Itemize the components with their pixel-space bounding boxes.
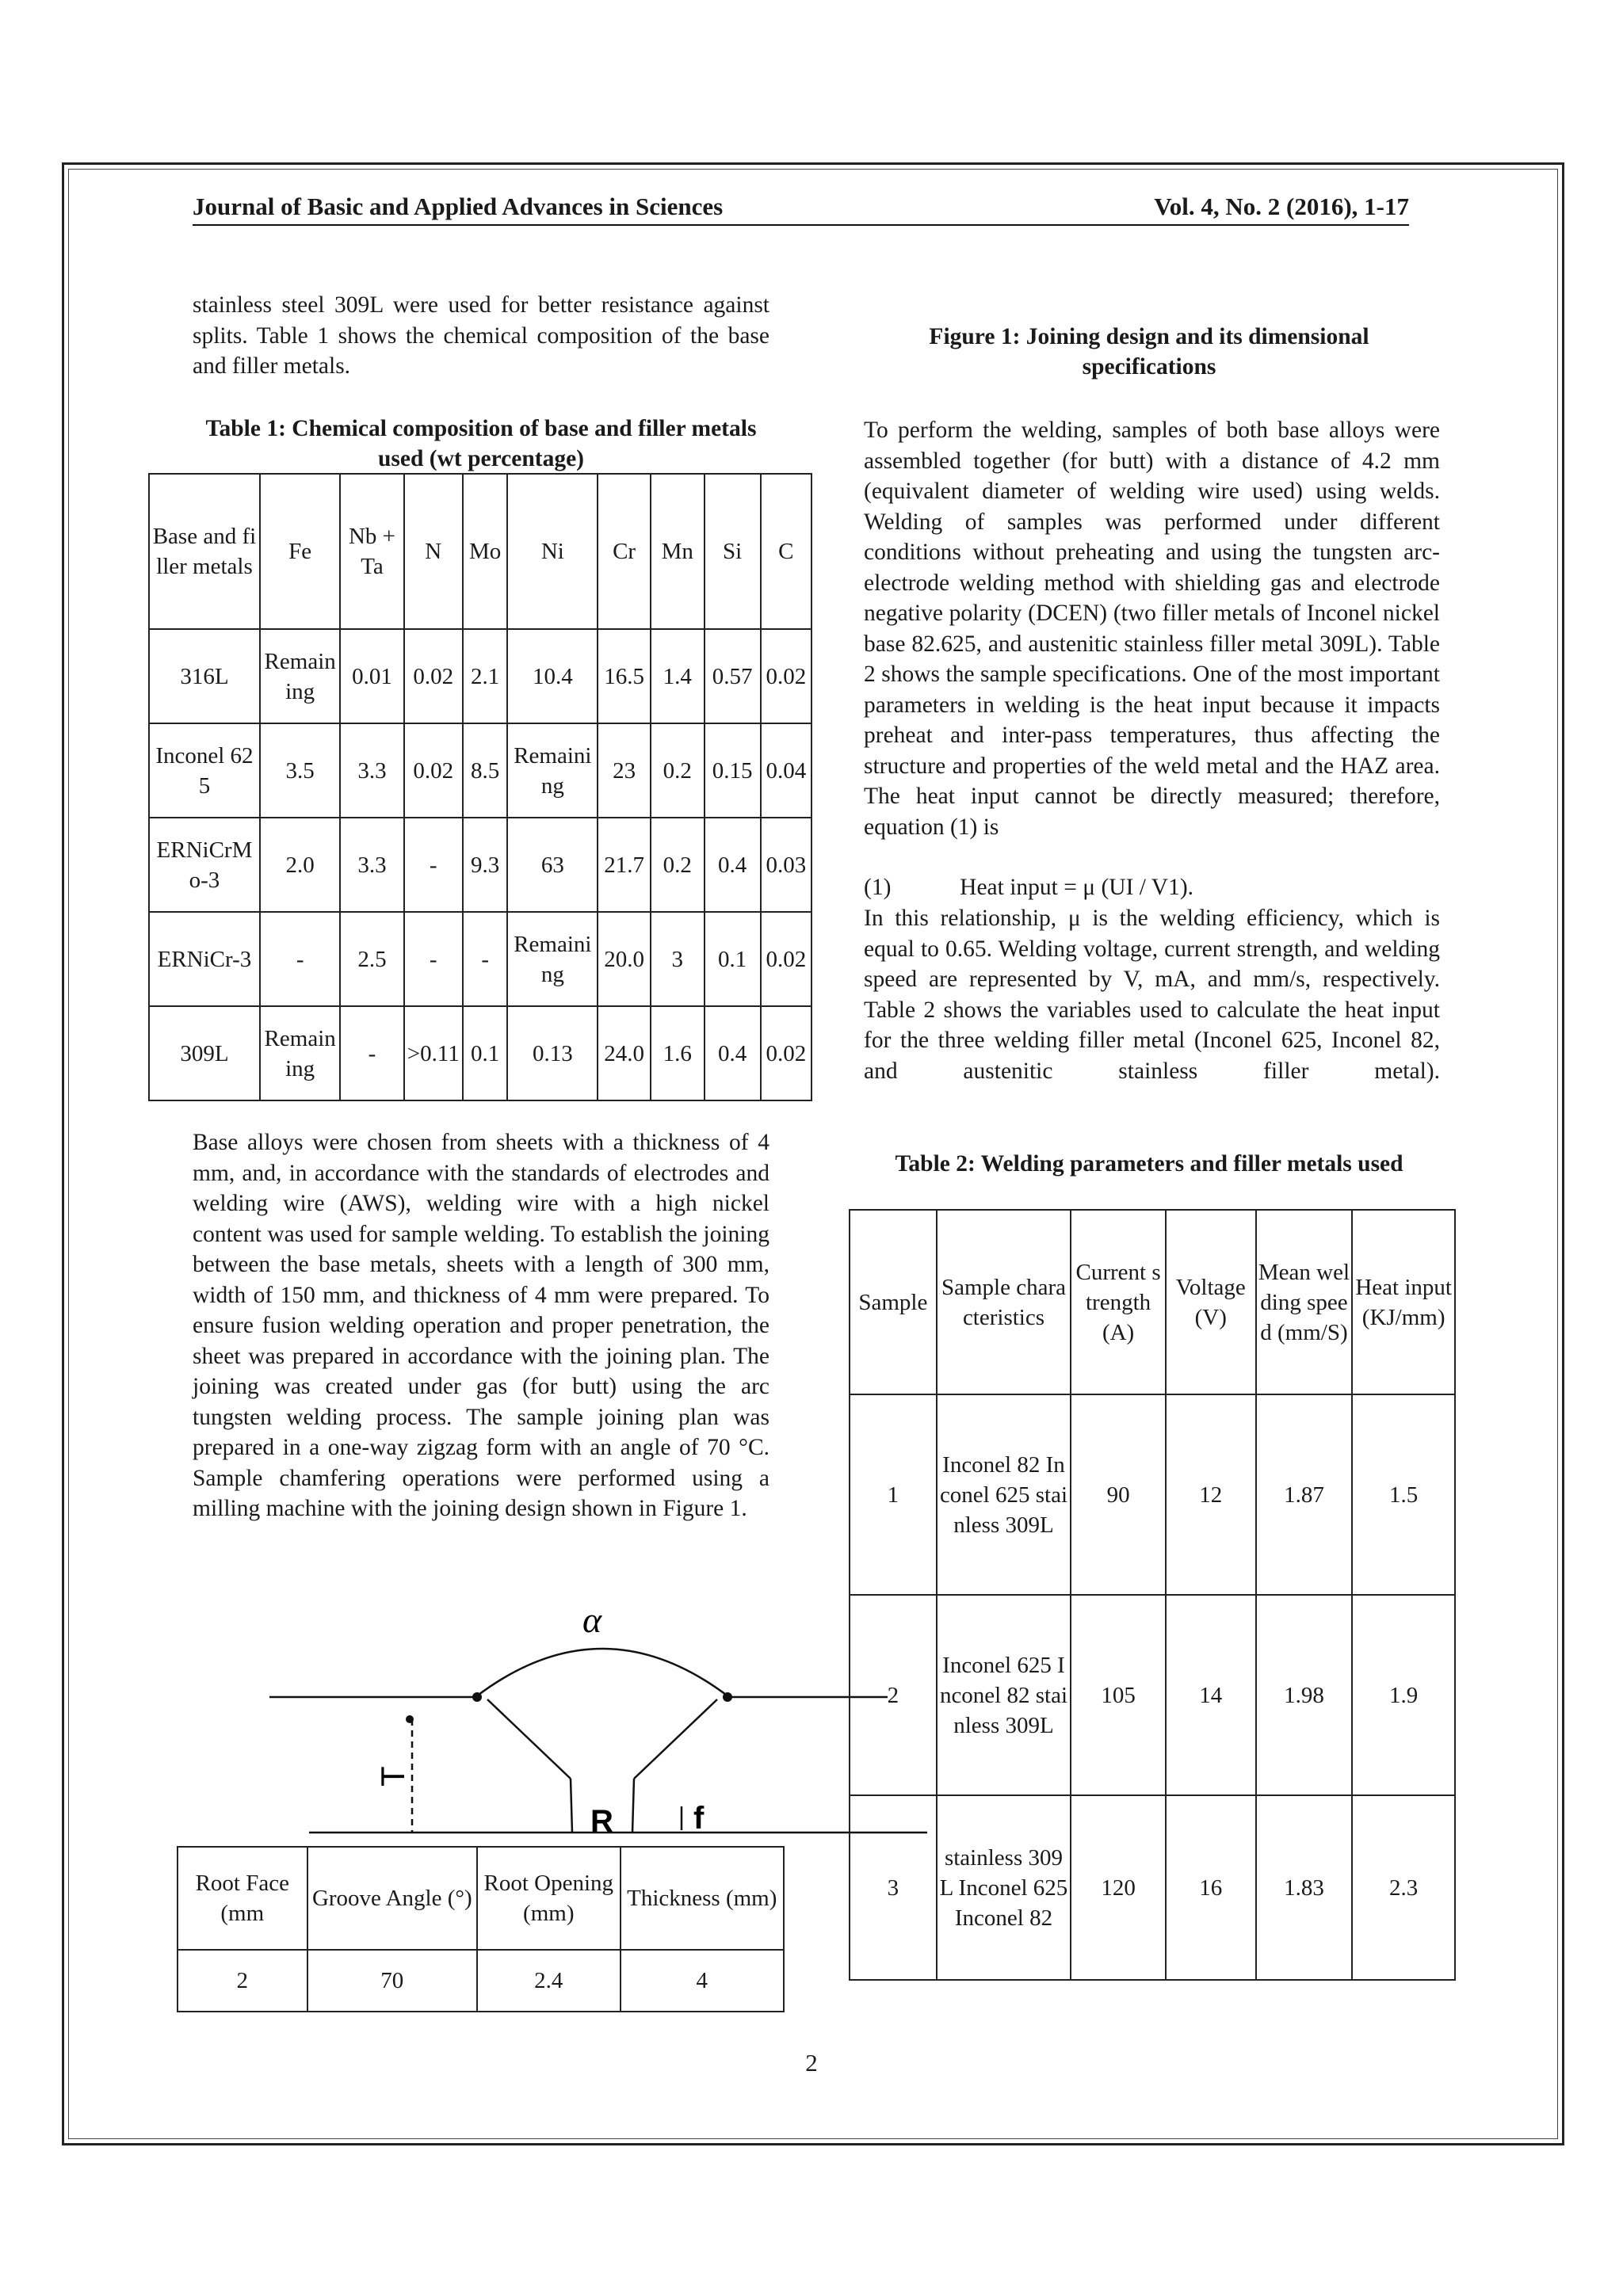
table-row xyxy=(149,818,812,912)
figure-root-label: R xyxy=(590,1804,613,1839)
table-row xyxy=(149,912,812,1006)
table-cell: 0.1 xyxy=(705,912,761,1006)
table-cell: 14 xyxy=(1166,1595,1256,1795)
table-row xyxy=(850,1394,1455,1595)
table-header-cell: Mo xyxy=(463,474,507,629)
base-alloy-paragraph: Base alloys were chosen from sheets with a thickness of 4 mm, and, in accordance with the standards of electrodes and welding wire (AWS), welding wire with a high nickel content was used for sample welding. To establish the joining between the base metals, sheets with a length of 300 mm, width of 150 mm, and thickness of 4 mm were prepared. To ensure fusion welding operation and proper penetration, the sheet was prepared in accordance with the joining plan. The joining was created under gas (for butt) using the arc tungsten welding process. The sample joining plan was prepared in a one-way zigzag form with an angle of 70 °C. Sample chamfering operations were performed using a milling machine with the joining design shown in Figure 1. xyxy=(193,1130,769,1521)
table-cell: Remaining xyxy=(260,1006,341,1100)
table-cell: 2.5 xyxy=(340,912,403,1006)
table-header-cell: Cr xyxy=(598,474,651,629)
table-cell: 0.2 xyxy=(651,723,705,818)
table-cell: - xyxy=(260,912,341,1006)
table-cell: 3 xyxy=(850,1795,937,1980)
table3-joint-dimensions xyxy=(177,1846,785,2012)
table-cell: 0.1 xyxy=(463,1006,507,1100)
table-cell: 0.02 xyxy=(404,723,463,818)
table-cell: 3.5 xyxy=(260,723,341,818)
table-cell: Remaining xyxy=(507,723,598,818)
table-cell: Inconel 625 xyxy=(149,723,260,818)
equation-text: Heat input = μ (UI / V1). xyxy=(960,875,1194,900)
page-number: 2 xyxy=(805,2049,818,2077)
table-header-row xyxy=(149,474,812,629)
table2-welding-parameters xyxy=(849,1209,1456,1981)
table-header-cell: Mean welding speed (mm/S) xyxy=(1256,1210,1353,1394)
table-cell: 1.98 xyxy=(1256,1595,1353,1795)
table-cell: 0.02 xyxy=(761,912,812,1006)
table-cell: 8.5 xyxy=(463,723,507,818)
table-cell: 3.3 xyxy=(340,818,403,912)
table-header-cell: Fe xyxy=(260,474,341,629)
table-cell: 0.57 xyxy=(705,629,761,723)
table-row xyxy=(178,1950,784,2012)
table-row xyxy=(850,1795,1455,1980)
table-cell: 1.5 xyxy=(1352,1394,1455,1595)
welding-paragraph: To perform the welding, samples of both base alloys were assembled together (for butt) with a distance of 4.2 mm (equivalent diameter of welding wire used) using welds. Welding of samples was performed under different conditions without preheating and using the tungsten arc-electrode welding method with shielding gas and electrode negative polarity (DCEN) (two filler metals of Inconel nickel base 82.625, and austenitic stainless filler metal 309L). Table 2 shows the sample specifications. One of the most important parameters in welding is the heat input because it impacts preheat and inter-pass temperatures, thus affecting the structure and properties of the weld metal and the HAZ area. The heat input cannot be directly measured; therefore, equation (1) is xyxy=(864,418,1440,840)
table-cell: Remaining xyxy=(507,912,598,1006)
table-cell: 63 xyxy=(507,818,598,912)
table-cell: 309L xyxy=(149,1006,260,1100)
table-cell: 2.0 xyxy=(260,818,341,912)
table-cell: 90 xyxy=(1071,1394,1166,1595)
table-cell: 120 xyxy=(1071,1795,1166,1980)
table-cell: 10.4 xyxy=(507,629,598,723)
relationship-paragraph: In this relationship, μ is the welding efficiency, which is equal to 0.65. Welding voltage, current strength, and welding speed are represented by V, mA, and mm/s, respectively. Table 2 shows the variables used to calculate the heat input for the three welding filler metal (Inconel 625, Inconel 82, and austenitic stainless filler metal). xyxy=(864,906,1440,1084)
table-cell: 0.13 xyxy=(507,1006,598,1100)
table-cell: 2.3 xyxy=(1352,1795,1455,1980)
table-cell: Inconel 82 Inconel 625 stainless 309L xyxy=(937,1394,1071,1595)
table-cell: 3.3 xyxy=(340,723,403,818)
table-cell: 9.3 xyxy=(463,818,507,912)
table-cell: 0.01 xyxy=(340,629,403,723)
table-cell: 2 xyxy=(850,1595,937,1795)
table-header-cell: Nb +Ta xyxy=(340,474,403,629)
table-header-cell: C xyxy=(761,474,812,629)
table1-chemical-composition xyxy=(148,473,812,1101)
figure-f-label: f xyxy=(693,1801,705,1836)
table-row xyxy=(149,629,812,723)
table-cell: 1.6 xyxy=(651,1006,705,1100)
table-header-cell: Thickness (mm) xyxy=(621,1847,784,1950)
table-cell: >0.11 xyxy=(404,1006,463,1100)
table-cell: 1.9 xyxy=(1352,1595,1455,1795)
table-cell: 16 xyxy=(1166,1795,1256,1980)
table-header-cell: Heat input (KJ/mm) xyxy=(1352,1210,1455,1394)
table-cell: 0.02 xyxy=(761,629,812,723)
table-cell: 4 xyxy=(621,1950,784,2012)
table-cell: 0.02 xyxy=(761,1006,812,1100)
table-header-cell: Ni xyxy=(507,474,598,629)
table-cell: 70 xyxy=(307,1950,477,2012)
intro-paragraph: stainless steel 309L were used for better resistance against splits. Table 1 shows the chemical composition of the base and filler metals. xyxy=(193,292,769,379)
table-cell: 21.7 xyxy=(598,818,651,912)
table-cell: Remaining xyxy=(260,629,341,723)
figure-root-face-label: T xyxy=(374,1766,411,1787)
table-cell: 0.4 xyxy=(705,818,761,912)
table-cell: 12 xyxy=(1166,1394,1256,1595)
table-cell: 0.4 xyxy=(705,1006,761,1100)
table-cell: 20.0 xyxy=(598,912,651,1006)
table-cell: 1.87 xyxy=(1256,1394,1353,1595)
table-cell: - xyxy=(404,912,463,1006)
table-cell: ERNiCr-3 xyxy=(149,912,260,1006)
table-cell: stainless 309L Inconel 625 Inconel 82 xyxy=(937,1795,1071,1980)
table-cell: 24.0 xyxy=(598,1006,651,1100)
table-header-cell: Current strength (A) xyxy=(1071,1210,1166,1394)
table-header-cell: Groove Angle (°) xyxy=(307,1847,477,1950)
table-cell: 1.83 xyxy=(1256,1795,1353,1980)
equation-number: (1) xyxy=(864,875,892,900)
table-cell: 16.5 xyxy=(598,629,651,723)
table-cell: 0.02 xyxy=(404,629,463,723)
table-cell: 1 xyxy=(850,1394,937,1595)
table-header-row xyxy=(178,1847,784,1950)
table-cell: 0.04 xyxy=(761,723,812,818)
table-header-cell: Root Face (mm xyxy=(178,1847,307,1950)
table-header-cell: Sample xyxy=(850,1210,937,1394)
running-header xyxy=(193,193,1409,226)
table-cell: 0.2 xyxy=(651,818,705,912)
table1-caption: Table 1: Chemical composition of base and filler metals used (wt percentage) xyxy=(205,416,757,471)
table-row xyxy=(149,1006,812,1100)
table-cell: 0.15 xyxy=(705,723,761,818)
table-header-row xyxy=(850,1210,1455,1394)
table-row xyxy=(149,723,812,818)
table-cell: 2.1 xyxy=(463,629,507,723)
table-cell: - xyxy=(404,818,463,912)
table-cell: 2.4 xyxy=(477,1950,621,2012)
table-cell: ERNiCrMo-3 xyxy=(149,818,260,912)
table-row xyxy=(850,1595,1455,1795)
table-cell: 105 xyxy=(1071,1595,1166,1795)
equation-1 xyxy=(864,872,1440,903)
table-cell: - xyxy=(463,912,507,1006)
journal-title: Journal of Basic and Applied Advances in Sciences xyxy=(193,193,724,220)
table-cell: 1.4 xyxy=(651,629,705,723)
table-header-cell: Si xyxy=(705,474,761,629)
table-header-cell: Root Opening (mm) xyxy=(477,1847,621,1950)
table-cell: 23 xyxy=(598,723,651,818)
table-header-cell: Voltage (V) xyxy=(1166,1210,1256,1394)
table-cell: 316L xyxy=(149,629,260,723)
table-header-cell: N xyxy=(404,474,463,629)
table-header-cell: Mn xyxy=(651,474,705,629)
table-header-cell: Base and filler metals xyxy=(149,474,260,629)
table-cell: - xyxy=(340,1006,403,1100)
table-cell: Inconel 625 Inconel 82 stainless 309L xyxy=(937,1595,1071,1795)
table-cell: 0.03 xyxy=(761,818,812,912)
figure1-caption: Figure 1: Joining design and its dimensional specifications xyxy=(929,324,1369,379)
figure-alpha-label: α xyxy=(582,1608,602,1640)
table-cell: 2 xyxy=(178,1950,307,2012)
table-cell: 3 xyxy=(651,912,705,1006)
table2-caption: Table 2: Welding parameters and filler metals used xyxy=(895,1151,1403,1177)
volume-info: Vol. 4, No. 2 (2016), 1-17 xyxy=(1154,193,1409,220)
table-header-cell: Sample characteristics xyxy=(937,1210,1071,1394)
